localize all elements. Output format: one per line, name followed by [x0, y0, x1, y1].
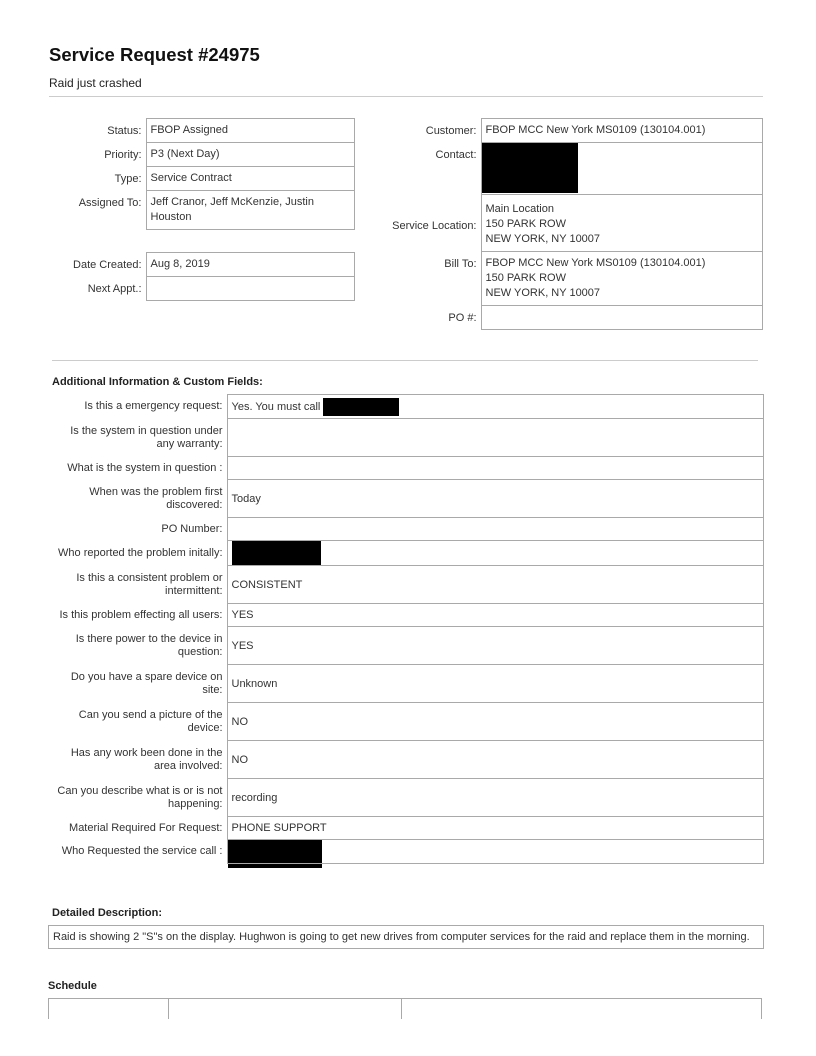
po-value — [481, 306, 762, 330]
info-label: Do you have a spare device on site: — [70, 670, 223, 696]
info-value: CONSISTENT — [227, 566, 763, 604]
info-label: Is there power to the device in question: — [75, 632, 223, 658]
info-value — [227, 518, 763, 541]
schedule-column-divider — [48, 999, 49, 1019]
additional-info-table — [52, 394, 764, 864]
info-value: Today — [227, 480, 763, 518]
info-label: Can you describe what is or is not happening: — [57, 784, 223, 810]
contact-label: Contact: — [435, 148, 477, 161]
info-label: Is the system in question under any warranty: — [70, 424, 223, 450]
section-divider — [52, 360, 758, 361]
type-value: Service Contract — [146, 167, 354, 191]
page-title: Service Request #24975 — [49, 44, 260, 65]
date-created-label: Date Created: — [73, 258, 142, 271]
redaction-box — [323, 398, 399, 416]
status-value: FBOP Assigned — [146, 119, 354, 143]
next-appt-label: Next Appt.: — [87, 282, 142, 295]
type-label: Type: — [114, 172, 142, 185]
description-text: Raid is showing 2 "S"s on the display. Hughwon is going to get new drives from computer services for the raid and replace them in the morning. — [48, 925, 764, 949]
customer-label: Customer: — [425, 124, 477, 137]
bill-to-line: FBOP MCC New York MS0109 (130104.001) — [485, 257, 706, 269]
priority-label: Priority: — [104, 148, 142, 161]
info-value — [227, 457, 763, 480]
info-label: PO Number: — [161, 522, 223, 535]
description-title: Detailed Description: — [52, 907, 163, 919]
schedule-column-divider — [761, 999, 762, 1019]
bill-to-label: Bill To: — [444, 257, 477, 270]
info-label: Is this a consistent problem or intermittent: — [76, 571, 223, 597]
page-subtitle: Raid just crashed — [49, 76, 142, 90]
priority-value: P3 (Next Day) — [146, 143, 354, 167]
schedule-column-divider — [168, 999, 169, 1019]
next-appt-value — [146, 277, 354, 301]
bill-to-line: 150 PARK ROW — [485, 272, 566, 284]
schedule-title: Schedule — [48, 980, 97, 992]
info-value: YES — [227, 604, 763, 627]
info-value: NO — [227, 703, 763, 741]
service-location-line: Main Location — [485, 203, 554, 215]
info-value: NO — [227, 741, 763, 779]
info-value: recording — [227, 779, 763, 817]
info-value — [227, 419, 763, 457]
redaction-box — [232, 541, 321, 565]
summary-left-table — [60, 118, 355, 230]
po-label: PO #: — [448, 311, 477, 324]
summary-right-table — [380, 118, 763, 330]
info-label: Has any work been done in the area involved: — [70, 746, 223, 772]
info-value — [227, 840, 763, 864]
service-location-line: NEW YORK, NY 10007 — [485, 233, 601, 245]
info-label: Who reported the problem initally: — [58, 546, 223, 559]
info-label: Can you send a picture of the device: — [78, 708, 223, 734]
contact-value — [481, 143, 762, 195]
customer-value: FBOP MCC New York MS0109 (130104.001) — [481, 119, 762, 143]
info-value: YES — [227, 627, 763, 665]
assigned-to-value: Jeff Cranor, Jeff McKenzie, Justin Houston — [146, 191, 354, 230]
status-label: Status: — [107, 124, 142, 137]
schedule-column-divider — [401, 999, 402, 1019]
service-location-line: 150 PARK ROW — [485, 218, 566, 230]
info-value: Yes. You must call — [227, 395, 763, 419]
bill-to-value — [481, 252, 762, 306]
redaction-box — [228, 840, 322, 868]
header-divider — [49, 96, 763, 97]
info-label: Who Requested the service call : — [61, 845, 223, 857]
info-label: What is the system in question : — [67, 461, 223, 474]
info-label: Is this a emergency request: — [84, 400, 223, 412]
additional-info-title: Additional Information & Custom Fields: — [52, 376, 263, 388]
service-location-label: Service Location: — [392, 219, 477, 232]
info-value: Unknown — [227, 665, 763, 703]
info-label: Material Required For Request: — [69, 821, 223, 834]
info-value: PHONE SUPPORT — [227, 817, 763, 840]
date-created-value: Aug 8, 2019 — [146, 253, 354, 277]
info-value — [227, 541, 763, 566]
schedule-table — [48, 998, 762, 1019]
assigned-to-label: Assigned To: — [78, 196, 142, 209]
summary-left-dates-table — [60, 252, 355, 301]
redaction-box — [482, 143, 578, 193]
bill-to-line: NEW YORK, NY 10007 — [485, 287, 601, 299]
info-label: When was the problem first discovered: — [89, 485, 223, 511]
service-location-value — [481, 195, 762, 252]
info-label: Is this problem effecting all users: — [59, 608, 223, 621]
